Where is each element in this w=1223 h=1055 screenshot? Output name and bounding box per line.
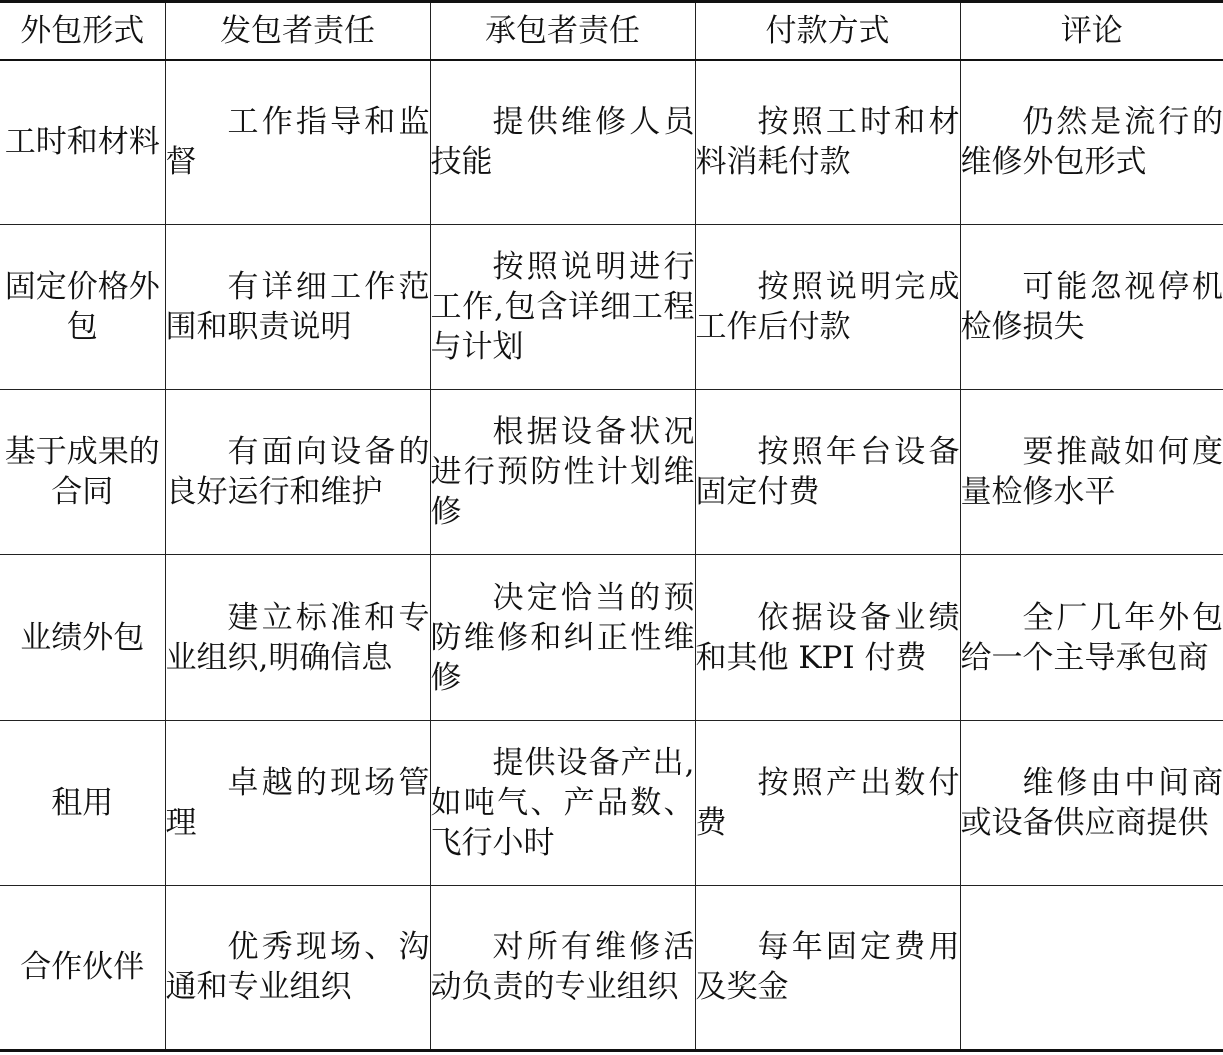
cell-form: 业绩外包 <box>0 555 165 720</box>
cell-comment <box>960 555 1223 720</box>
cell-employer <box>165 720 430 885</box>
header-comment: 评论 <box>960 2 1223 60</box>
header-contractor-responsibility: 承包者责任 <box>430 2 695 60</box>
table-row <box>0 720 1223 885</box>
cell-comment <box>960 390 1223 555</box>
cell-text: 工作指导和监督 <box>165 104 430 181</box>
cell-payment <box>695 390 960 555</box>
table-row <box>0 555 1223 720</box>
table-header-row <box>0 2 1223 60</box>
cell-text: 提供维修人员技能 <box>430 104 695 181</box>
cell-text: 卓越的现场管理 <box>165 764 430 841</box>
cell-text: 有面向设备的良好运行和维护 <box>165 434 430 511</box>
cell-employer <box>165 555 430 720</box>
cell-employer <box>165 390 430 555</box>
cell-text: 依据设备业绩和其他 KPI 付费 <box>695 599 960 676</box>
header-employer-responsibility: 发包者责任 <box>165 2 430 60</box>
cell-text: 优秀现场、沟通和专业组织 <box>165 929 430 1006</box>
cell-form: 固定价格外包 <box>0 225 165 390</box>
cell-text: 要推敲如何度量检修水平 <box>960 434 1223 511</box>
cell-payment <box>695 555 960 720</box>
cell-form: 合作伙伴 <box>0 885 165 1050</box>
cell-text: 对所有维修活动负责的专业组织 <box>430 929 695 1006</box>
cell-employer <box>165 225 430 390</box>
cell-comment <box>960 60 1223 225</box>
cell-contractor <box>430 225 695 390</box>
cell-text: 按照说明进行工作,包含详细工程与计划 <box>430 249 695 366</box>
cell-payment <box>695 720 960 885</box>
cell-text: 全厂几年外包给一个主导承包商 <box>960 599 1223 676</box>
cell-text: 每年固定费用及奖金 <box>695 929 960 1006</box>
cell-text: 根据设备状况进行预防性计划维修 <box>430 414 695 531</box>
cell-text: 按照年台设备固定付费 <box>695 434 960 511</box>
header-outsourcing-form: 外包形式 <box>0 2 165 60</box>
cell-text: 可能忽视停机检修损失 <box>960 269 1223 346</box>
cell-comment <box>960 225 1223 390</box>
cell-contractor <box>430 555 695 720</box>
cell-form: 工时和材料 <box>0 60 165 225</box>
cell-payment <box>695 60 960 225</box>
cell-comment <box>960 720 1223 885</box>
cell-employer <box>165 60 430 225</box>
cell-text: 按照工时和材料消耗付款 <box>695 104 960 181</box>
cell-payment <box>695 885 960 1050</box>
cell-comment <box>960 885 1223 1050</box>
cell-employer <box>165 885 430 1050</box>
cell-payment <box>695 225 960 390</box>
cell-text: 决定恰当的预防维修和纠正性维修 <box>430 579 695 696</box>
cell-text: 建立标准和专业组织,明确信息 <box>165 599 430 676</box>
cell-contractor <box>430 885 695 1050</box>
cell-text: 有详细工作范围和职责说明 <box>165 269 430 346</box>
cell-text: 维修由中间商或设备供应商提供 <box>960 764 1223 841</box>
cell-text: 按照产出数付费 <box>695 764 960 841</box>
cell-text: 仍然是流行的维修外包形式 <box>960 104 1223 181</box>
cell-form: 租用 <box>0 720 165 885</box>
header-payment-method: 付款方式 <box>695 2 960 60</box>
cell-contractor <box>430 60 695 225</box>
table-row <box>0 390 1223 555</box>
cell-contractor <box>430 720 695 885</box>
table-row <box>0 60 1223 225</box>
cell-text: 提供设备产出,如吨气、产品数、飞行小时 <box>430 744 695 861</box>
cell-form: 基于成果的合同 <box>0 390 165 555</box>
table-row <box>0 885 1223 1050</box>
table-row <box>0 225 1223 390</box>
cell-text: 按照说明完成工作后付款 <box>695 269 960 346</box>
cell-contractor <box>430 390 695 555</box>
